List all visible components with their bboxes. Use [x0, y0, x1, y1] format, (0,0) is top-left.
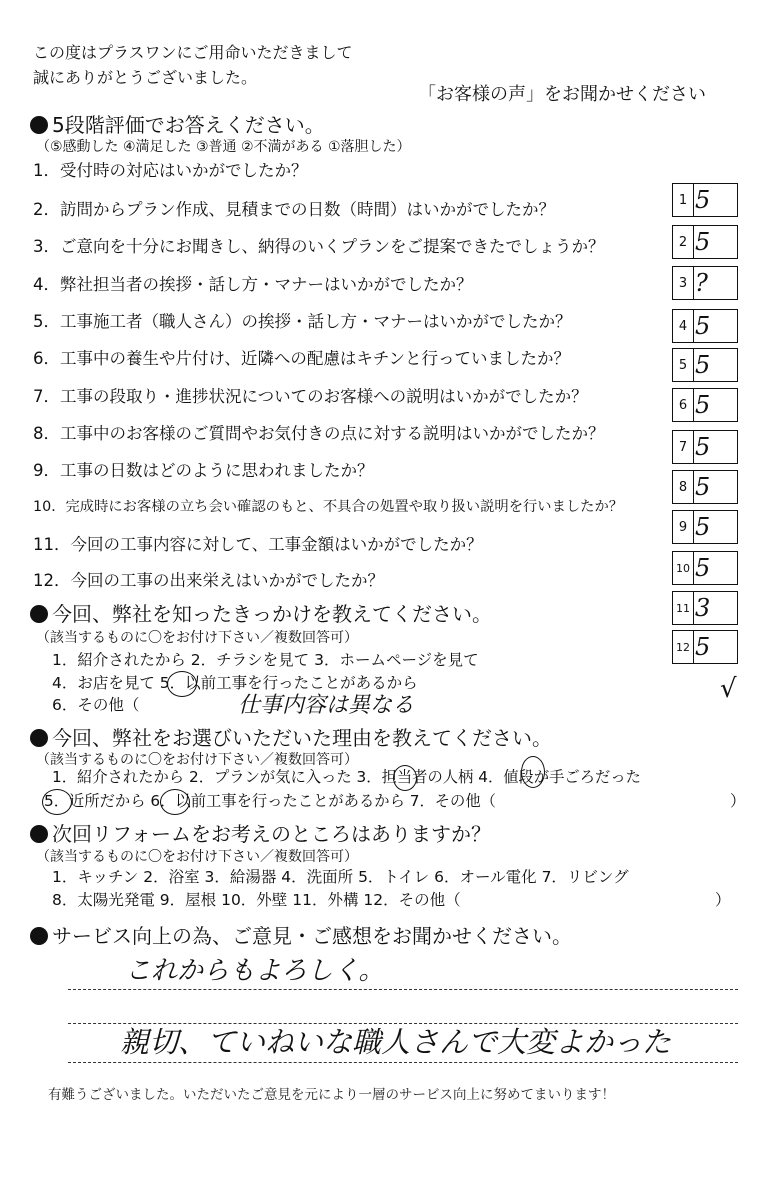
- trigger-options-line-1: 1．紹介されたから 2．チラシを見て 3．ホームページを見て: [52, 651, 479, 669]
- bullet-icon: [30, 927, 48, 945]
- answer-value: 5: [695, 186, 711, 214]
- answer-number: 7: [673, 431, 694, 463]
- trigger-note: （該当するものに〇をお付け下さい／複数回答可）: [36, 630, 358, 646]
- bullet-icon: [30, 729, 48, 747]
- answer-circle: [167, 671, 197, 697]
- trigger-options-line-3: 6．その他（: [52, 696, 140, 714]
- answer-number: 4: [673, 310, 694, 342]
- answer-circle: [521, 756, 545, 788]
- bullet-icon: [30, 605, 48, 623]
- question-11: 11．今回の工事内容に対して、工事金額はいかがでしたか？: [33, 535, 483, 554]
- question-2: 2．訪問からプラン作成、見積までの日数（時間）はいかがでしたか？: [33, 200, 555, 219]
- next-title-text: 次回リフォームをお考えのところはありますか？: [52, 822, 491, 846]
- comment-title-text: サービス向上の為、ご意見・ご感想をお聞かせください。: [52, 924, 572, 948]
- bullet-icon: [30, 825, 48, 843]
- answer-number: 9: [673, 511, 694, 543]
- handwritten-comment-line-2: 親切、ていねいな職人さんで大変よかった: [120, 1025, 672, 1059]
- rating-title-text: 5段階評価でお答えください。: [52, 113, 325, 137]
- answer-cell: [672, 225, 738, 259]
- question-7: 7．工事の段取り・進捗状況についてのお客様への説明はいかがでしたか？: [33, 387, 588, 406]
- answer-circle: [42, 789, 72, 815]
- answer-value: 5: [695, 554, 711, 582]
- next-close-paren: ）: [715, 891, 731, 909]
- reason-close-paren: ）: [730, 792, 746, 810]
- question-4: 4．弊社担当者の挨拶・話し方・マナーはいかがでしたか？: [33, 275, 473, 294]
- question-1: 1．受付時の対応はいかがでしたか？: [33, 161, 308, 180]
- handwritten-comment-line-1: これからもよろしく。: [125, 956, 385, 986]
- reason-options-line-2: 5．近所だから 6．以前工事を行ったことがあるから 7．その他（: [44, 792, 496, 810]
- next-note: （該当するものに〇をお付け下さい／複数回答可）: [36, 849, 358, 865]
- answer-cell: [672, 430, 738, 464]
- reason-title-text: 今回、弊社をお選びいただいた理由を教えてください。: [52, 726, 552, 750]
- answer-value: 5: [695, 228, 711, 256]
- answer-value: 3: [695, 594, 711, 622]
- reason-section-title: [30, 728, 552, 748]
- answer-number: 12: [673, 631, 694, 663]
- answer-value: 5: [695, 633, 711, 661]
- answer-value: 5: [695, 433, 711, 461]
- question-6: 6．工事中の養生や片付け、近隣への配慮はキチンと行っていましたか？: [33, 349, 571, 368]
- comment-section-title: [30, 926, 572, 946]
- answer-number: 10: [673, 552, 694, 584]
- answer-value: 5: [695, 391, 711, 419]
- question-8: 8．工事中のお客様のご質問やお気付きの点に対する説明はいかがでしたか？: [33, 424, 605, 443]
- rating-scale-note: （⑤感動した ④満足した ③普通 ②不満がある ①落胆した）: [36, 139, 411, 155]
- next-options-line-1: 1．キッチン 2．浴室 3．給湯器 4．洗面所 5．トイレ 6．オール電化 7．リビング: [52, 868, 629, 886]
- answer-value: 5: [695, 473, 711, 501]
- answer-value: 5: [695, 312, 711, 340]
- comment-line: [68, 1023, 738, 1024]
- comment-line: [68, 989, 738, 990]
- trigger-section-title: [30, 604, 492, 624]
- intro-line-1: この度はプラスワンにご用命いただきまして: [33, 43, 353, 62]
- answer-cell: [672, 183, 738, 217]
- trigger-title-text: 今回、弊社を知ったきっかけを教えてください。: [52, 602, 492, 626]
- rating-section-title: [30, 115, 325, 135]
- next-section-title: [30, 824, 491, 844]
- question-12: 12．今回の工事の出来栄えはいかがでしたか？: [33, 571, 384, 590]
- answer-number: 11: [673, 592, 694, 624]
- footer-thanks: 有難うございました。いただいたご意見を元により一層のサービス向上に努めてまいります！: [48, 1087, 615, 1103]
- answer-number: 2: [673, 226, 694, 258]
- answer-cell: [672, 510, 738, 544]
- handwritten-other-reason: 仕事内容は異なる: [238, 693, 415, 718]
- reason-options-line-1: 1．紹介されたから 2．プランが気に入った 3．担当者の人柄 4．値段が手ごろだった: [52, 768, 641, 786]
- answer-circle: [160, 789, 190, 815]
- answer-cell: [672, 348, 738, 382]
- question-3: 3．ご意向を十分にお聞きし、納得のいくプランをご提案できたでしょうか？: [33, 237, 605, 256]
- bullet-icon: [30, 116, 48, 134]
- answer-number: 1: [673, 184, 694, 216]
- question-9: 9．工事の日数はどのように思われましたか？: [33, 461, 374, 480]
- answer-cell: [672, 266, 738, 300]
- answer-value: ?: [695, 269, 708, 297]
- intro-line-2: 誠にありがとうございました。: [33, 68, 258, 87]
- answer-number: 3: [673, 267, 694, 299]
- answer-circle: [393, 765, 417, 791]
- answer-number: 6: [673, 389, 694, 421]
- answer-cell: [672, 309, 738, 343]
- answer-cell: [672, 551, 738, 585]
- answer-number: 5: [673, 349, 694, 381]
- trigger-options-line-2: 4．お店を見て 5．以前工事を行ったことがあるから: [52, 674, 418, 692]
- answer-cell: [672, 630, 738, 664]
- answer-number: 8: [673, 471, 694, 503]
- reason-note: （該当するものに〇をお付け下さい／複数回答可）: [36, 752, 358, 768]
- answer-cell: [672, 388, 738, 422]
- next-options-line-2: 8．太陽光発電 9．屋根 10．外壁 11．外構 12．その他（: [52, 891, 461, 909]
- answer-value: 5: [695, 351, 711, 379]
- voice-title: 「お客様の声」をお聞かせください: [418, 84, 706, 105]
- question-5: 5．工事施工者（職人さん）の挨拶・話し方・マナーはいかがでしたか？: [33, 312, 572, 331]
- answer-value: 5: [695, 513, 711, 541]
- check-mark: √: [720, 674, 737, 704]
- question-10: 10．完成時にお客様の立ち会い確認のもと、不具合の処置や取り扱い説明を行いましたか？: [33, 499, 624, 515]
- answer-cell: [672, 470, 738, 504]
- answer-cell: [672, 591, 738, 625]
- comment-line: [68, 1062, 738, 1063]
